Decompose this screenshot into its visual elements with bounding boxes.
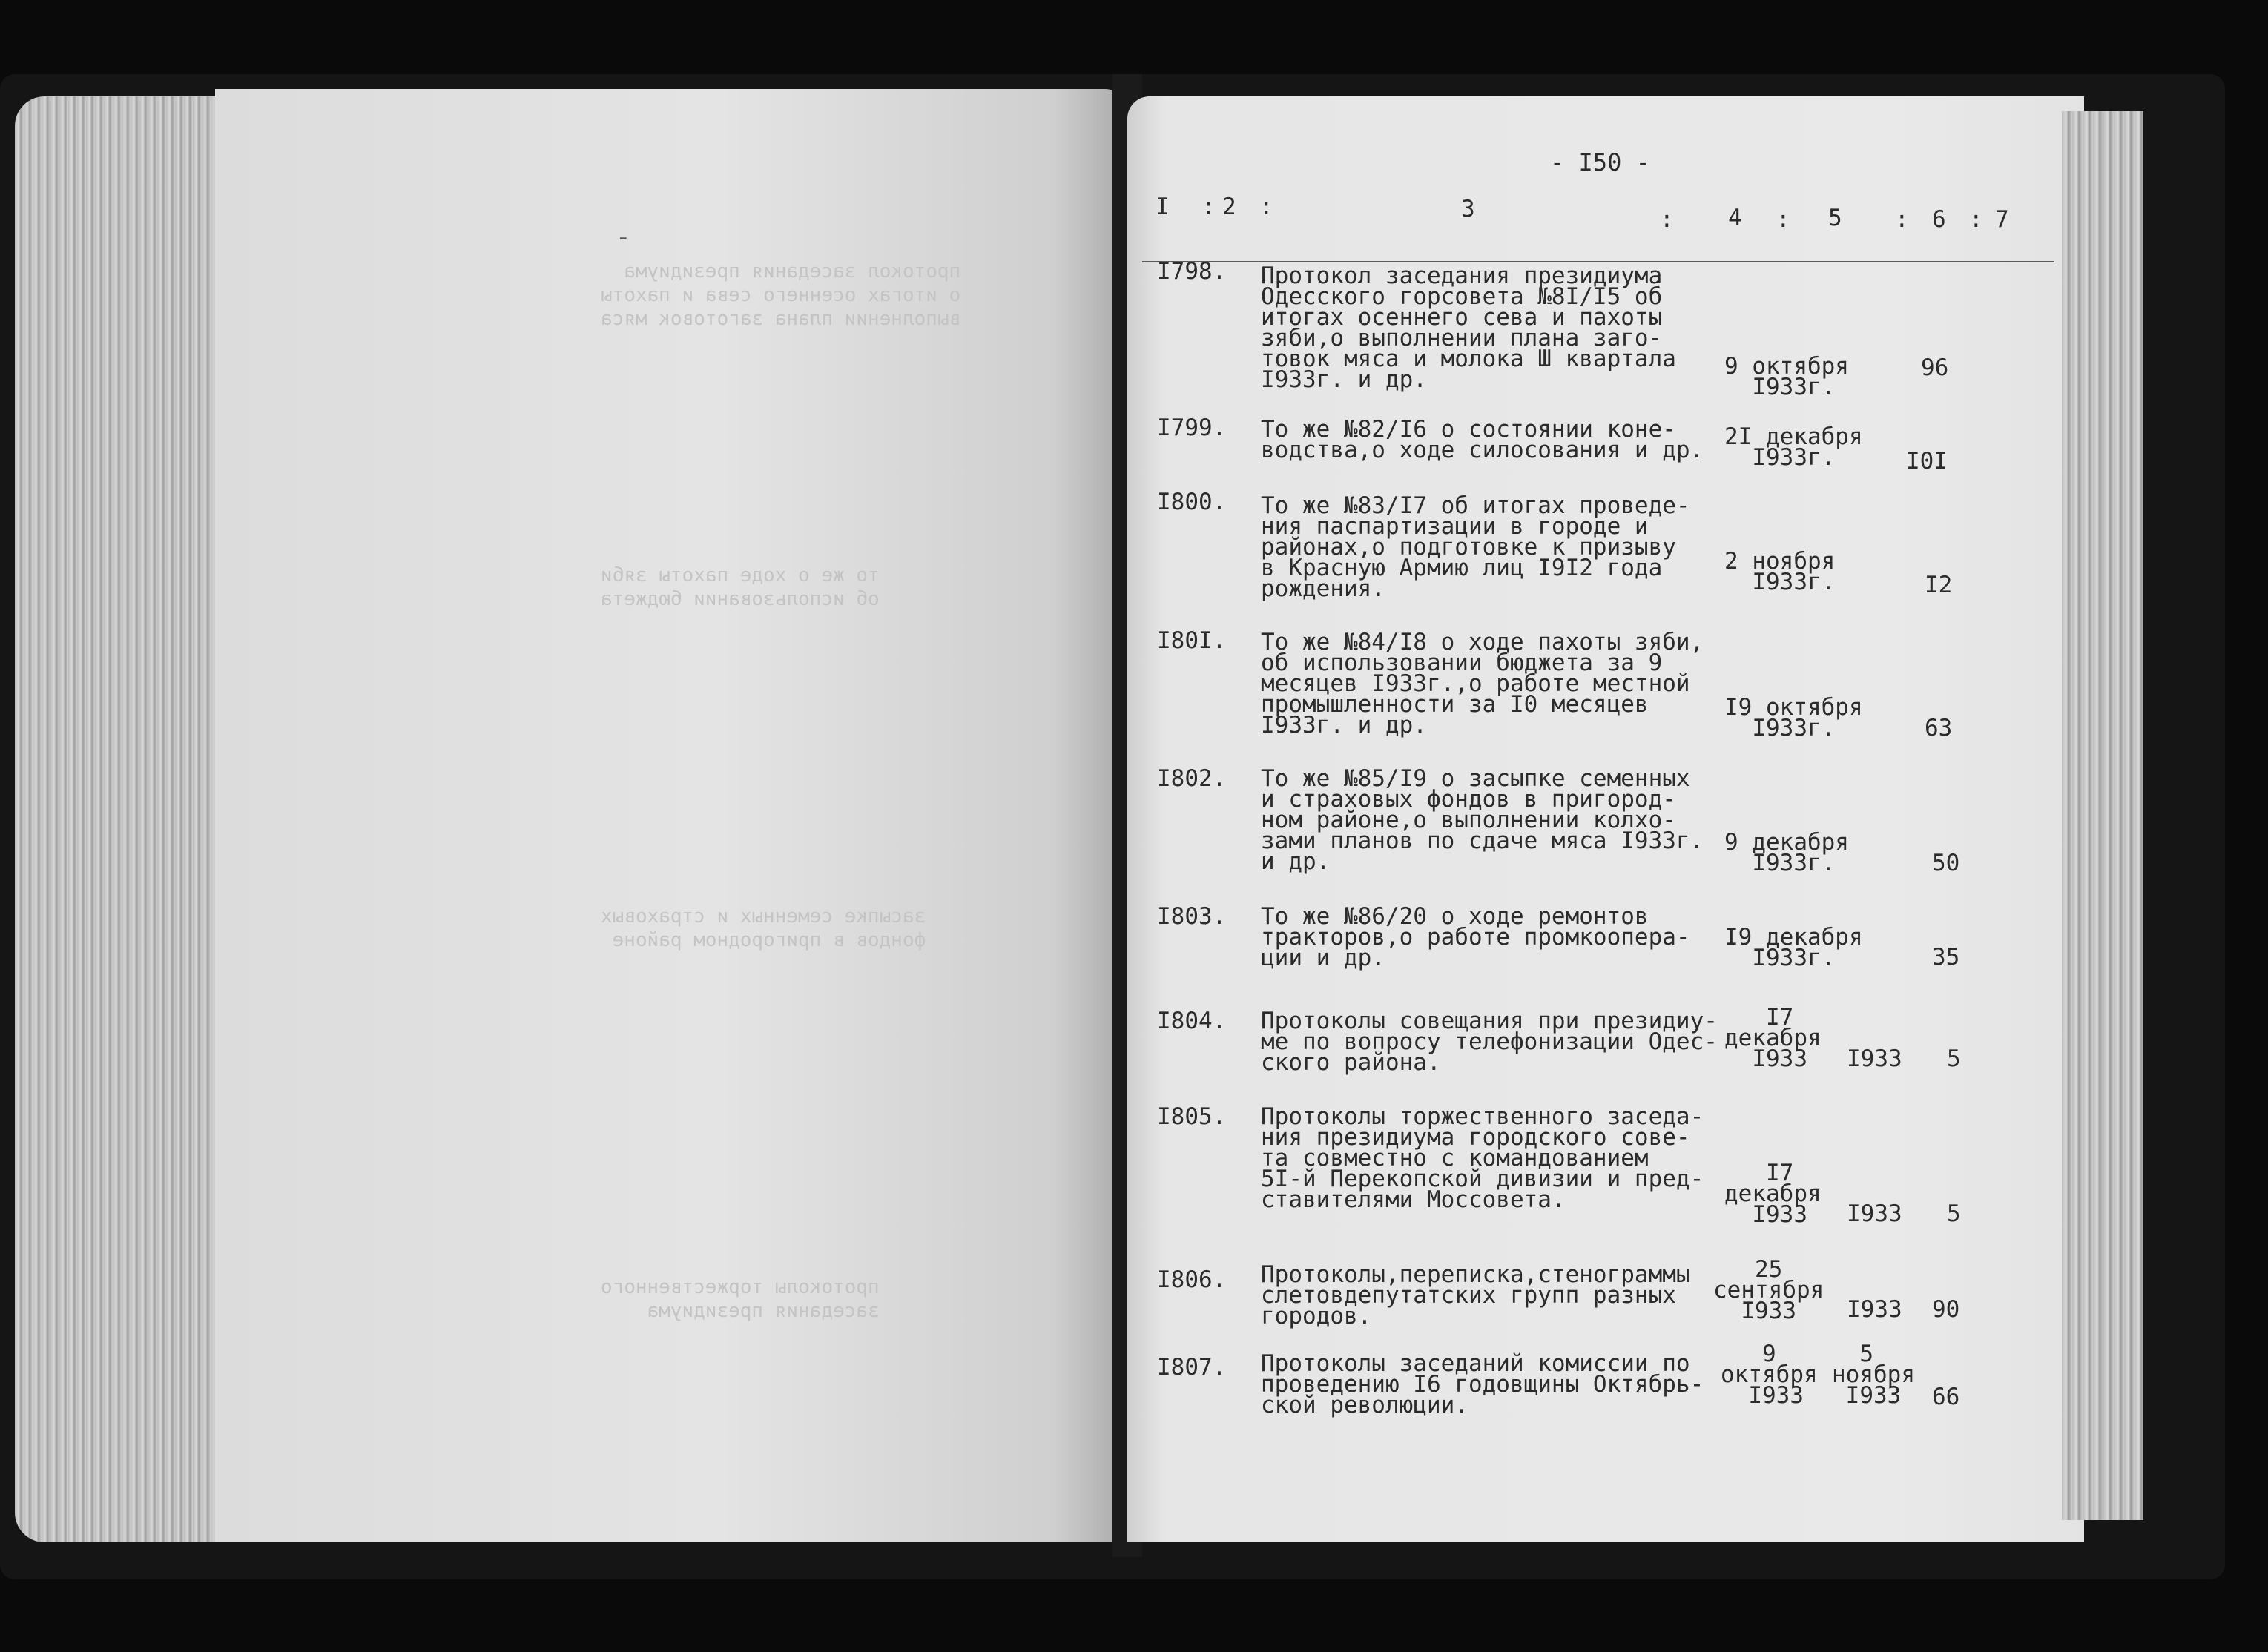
entry-page-count: 5 [1947,1200,1961,1227]
entry-date-start: I9 декабря I933г. [1724,924,1863,971]
entry-date-end: I933 [1847,1045,1902,1072]
col-separator: : [1895,206,1909,233]
entry-number: I800. [1157,489,1227,515]
entry-page-count: 50 [1932,850,1960,876]
entry-number: I807. [1157,1354,1227,1381]
entry-description: Протоколы совещания при президиу- ме по вопросу телефонизации Одес- ского района. [1261,1008,1718,1076]
entry-date-start: I7 декабря I933 [1724,1004,1822,1072]
entry-description: Протокол заседания президиума Одесского горсовета №8I/I5 об итогах осеннего сева и пахоты зяби,о выполнении плана заго- товок мяса и молока Ш квартала I933г. и др. [1261,262,1676,393]
left-page-bleedthrough-4: протоколы торжественного заседания президиума [601,1276,880,1322]
entry-number: I799. [1157,414,1227,441]
entry-number: I802. [1157,765,1227,792]
left-page-bleedthrough-2: то же о ходе пахоты зяби об использовании бюджета [601,564,880,610]
entry-date-start: I7 декабря I933 [1724,1160,1822,1228]
entry-date-start: 9 декабря I933г. [1724,829,1849,876]
book-page-edges [15,96,237,1542]
entry-number: I798. [1157,258,1227,285]
entry-page-count: 35 [1932,944,1960,971]
entry-description: То же №83/I7 об итогах проведе- ния паспартизации в городе и районах,о подготовке к призыву в Красную Армию лиц I9I2 года рождения. [1261,492,1690,602]
entry-date-start: I9 октября I933г. [1724,694,1863,741]
entry-date-start: 9 октября I933г. [1724,353,1849,400]
entry-page-count: 96 [1921,354,1949,381]
entry-page-count: I0I [1906,448,1948,475]
left-page-bleedthrough: протокол заседания президиума о итогах осеннего сева и пахоты выполнении плана заготовок мяса [601,260,961,330]
entry-page-count: 90 [1932,1296,1960,1323]
col-header-6: 6 [1932,206,1946,233]
col-header-4: 4 [1728,205,1742,231]
entry-date-start: 2 ноября I933г. [1724,548,1836,595]
col-header-2: 2 [1222,194,1236,220]
left-page [215,89,1127,1542]
col-separator: : [1259,194,1273,220]
entry-number: I804. [1157,1008,1227,1034]
entry-description: То же №85/I9 о засыпке семенных и страховых фондов в пригород- ном районе,о выполнении колхо- зами планов по сдаче мяса I933г. и др. [1261,765,1704,875]
entry-date-end: I933 [1847,1200,1902,1227]
col-header-7: 7 [1995,206,2009,233]
entry-description: Протоколы торжественного заседа- ния президиума городского сове- та совместно с командованием 5I-й Перекопской дивизии и пред- ставителями Моссовета. [1261,1103,1704,1213]
col-separator: : [1969,206,1983,233]
right-page-edges [2062,111,2143,1520]
entry-date-start: 2I декабря I933г. [1724,423,1863,471]
left-page-dash: - [616,222,631,252]
entry-page-count: 66 [1932,1384,1960,1410]
col-separator: : [1776,206,1790,233]
entry-page-count: 63 [1925,715,1953,741]
entry-number: I80I. [1157,627,1227,654]
col-separator: : [1660,206,1674,233]
entry-date-end: 5 ноября I933 [1832,1341,1915,1409]
col-header-5: 5 [1828,205,1842,231]
col-header-3: 3 [1461,196,1475,222]
entry-date-end: I933 [1847,1296,1902,1323]
entry-number: I806. [1157,1266,1227,1293]
entry-description: То же №86/20 о ходе ремонтов тракторов,о работе промкоопера- ции и др. [1261,903,1690,971]
entry-description: То же №84/I8 о ходе пахоты зяби, об использовании бюджета за 9 месяцев I933г.,о работе местной промышленности за I0 месяцев I933г. и др. [1261,629,1704,739]
entry-page-count: 5 [1947,1045,1961,1072]
page-number: - I50 - [1550,148,1650,176]
left-page-bleedthrough-3: засыпке семенных и страховых фондов в пригородном районе [601,905,926,951]
entry-description: То же №82/I6 о состоянии коне- водства,о ходе силосования и др. [1261,416,1704,463]
entry-number: I805. [1157,1103,1227,1130]
entry-page-count: I2 [1925,572,1953,598]
entry-description: Протоколы заседаний комиссии по проведению I6 годовщины Октябрь- ской революции. [1261,1350,1704,1418]
entry-date-start: 25 сентября I933 [1713,1256,1824,1324]
entry-description: Протоколы,переписка,стенограммы слетовдепутатских групп разных городов. [1261,1261,1690,1329]
entry-date-start: 9 октября I933 [1721,1341,1818,1409]
col-separator: : [1201,194,1216,220]
col-header-1: I [1156,194,1170,220]
entry-number: I803. [1157,903,1227,930]
